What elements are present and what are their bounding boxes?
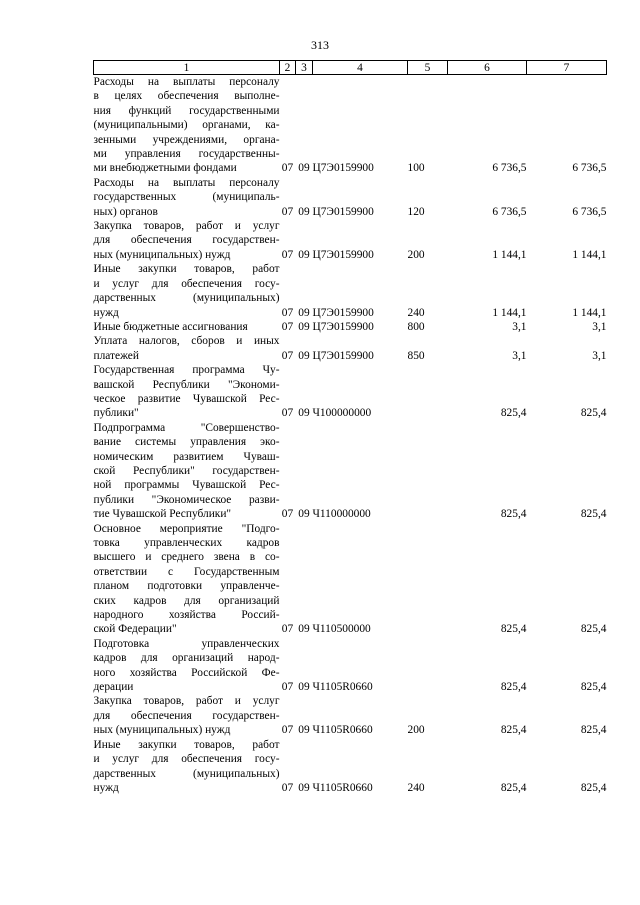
row-name-line: ных (муниципальных) нужд [93, 248, 231, 261]
row-name-line: публики "Экономическое разви- [93, 493, 280, 506]
row-name-line: ных (муниципальных) нужд [93, 724, 231, 737]
table-row [94, 522, 607, 637]
row-name-line: Расходы на выплаты персоналу [93, 176, 280, 189]
amount-col-7: 825,4 [580, 508, 607, 521]
row-name-line: ческое развитие Чувашской Рес- [93, 392, 280, 405]
section-code: 07 [281, 781, 294, 794]
column-header-6: 6 [448, 61, 527, 75]
row-name-line: (муниципальными) органами, ка- [93, 119, 280, 132]
amount-col-6: 3,1 [512, 320, 527, 333]
target-article-code: Ц7Э0159900 [312, 320, 374, 333]
row-name-line: публики" [93, 407, 139, 420]
row-name-line: дарственных (муниципальных) [93, 292, 280, 305]
subsection-code: 09 [298, 205, 310, 218]
row-name-line: дарственных (муниципальных) [93, 767, 280, 780]
row-name-line: платежей [93, 349, 139, 362]
subsection-code: 09 [298, 248, 310, 261]
target-article-code: Ц7Э0159900 [312, 205, 374, 218]
amount-col-6: 825,4 [500, 623, 527, 636]
target-article-code: Ц7Э0159900 [312, 162, 374, 175]
section-code: 07 [281, 623, 294, 636]
row-name-line: Государственная программа Чу- [93, 364, 280, 377]
row-name-line: ских кадров для организаций [93, 594, 280, 607]
section-code: 07 [281, 681, 294, 694]
target-article-code: Ц7Э0159900 [312, 306, 374, 319]
table-row [94, 75, 607, 176]
row-name-line: Иные бюджетные ассигнования [93, 320, 248, 333]
expense-type-code [408, 363, 448, 421]
row-name-line: ния функций государственными [93, 104, 280, 117]
column-header-7: 7 [527, 61, 607, 75]
amount-col-6: 1 144,1 [492, 306, 527, 319]
expense-type-code [408, 421, 448, 522]
target-article-code: Ч110000000 [312, 508, 371, 521]
row-name-line: тие Чувашской Республики" [93, 508, 232, 521]
row-name-line: Закупка товаров, работ и услуг [93, 220, 280, 233]
row-name-line: для обеспечения государствен- [93, 234, 280, 247]
row-name-line: дерации [93, 681, 134, 694]
table-row [94, 637, 607, 695]
amount-col-7: 1 144,1 [572, 248, 607, 261]
row-name-line: Расходы на выплаты персоналу [93, 76, 280, 88]
row-name-line: государственных (муниципаль- [93, 191, 280, 204]
section-code: 07 [281, 407, 294, 420]
subsection-code: 09 [298, 623, 310, 636]
target-article-code: Ц7Э0159900 [312, 248, 374, 261]
amount-col-6: 6 736,5 [492, 162, 527, 175]
row-name-line: ми внебюджетными фондами [93, 162, 237, 175]
row-name-line: нужд [93, 781, 119, 794]
amount-col-7: 6 736,5 [572, 162, 607, 175]
amount-col-6: 825,4 [500, 508, 527, 521]
section-code: 07 [281, 306, 294, 319]
row-name-line: Закупка товаров, работ и услуг [93, 695, 280, 708]
amount-col-7: 825,4 [580, 724, 607, 737]
target-article-code: Ч110500000 [312, 623, 371, 636]
row-name-line: народного хозяйства Россий- [93, 609, 280, 622]
row-name-line: ответствии с Государственным [93, 565, 280, 578]
row-name-line: Подпрограмма "Совершенство- [93, 421, 280, 434]
amount-col-6: 825,4 [500, 724, 527, 737]
target-article-code: Ч1105R0660 [312, 724, 373, 737]
amount-col-7: 6 736,5 [572, 205, 607, 218]
row-name-line: ных) органов [93, 205, 158, 218]
table-row [94, 262, 607, 320]
row-name [94, 637, 280, 695]
row-name-line: кадров для организаций народ- [93, 652, 280, 665]
expense-type-code [408, 522, 448, 637]
column-header-4: 4 [313, 61, 408, 75]
column-header-5: 5 [408, 61, 448, 75]
row-name [94, 694, 280, 737]
expense-type-code: 240 [407, 781, 425, 794]
amount-col-6: 825,4 [500, 681, 527, 694]
row-name-line: высшего и среднего звена в со- [93, 551, 280, 564]
column-header-3: 3 [296, 61, 313, 75]
amount-col-6: 825,4 [500, 781, 527, 794]
subsection-code: 09 [298, 724, 310, 737]
row-name-line: ской Республики" государствен- [93, 464, 280, 477]
row-name-line: ской Федерации" [93, 623, 177, 636]
table-row [94, 219, 607, 262]
subsection-code: 09 [298, 681, 310, 694]
subsection-code: 09 [298, 349, 310, 362]
row-name-line: и услуг для обеспечения госу- [93, 753, 280, 766]
subsection-code: 09 [298, 306, 310, 319]
section-code: 07 [281, 320, 294, 333]
row-name-line: ного хозяйства Российской Фе- [93, 666, 280, 679]
subsection-code: 09 [298, 162, 310, 175]
row-name-line: нужд [93, 306, 119, 319]
amount-col-6: 6 736,5 [492, 205, 527, 218]
row-name [94, 75, 280, 176]
row-name-line: Иные закупки товаров, работ [93, 263, 280, 276]
row-name-line: Подготовка управленческих [93, 637, 280, 650]
section-code: 07 [281, 508, 294, 521]
section-code: 07 [281, 162, 294, 175]
row-name [94, 334, 280, 363]
row-name-line: Иные закупки товаров, работ [93, 738, 280, 751]
row-name-line: зенными учреждениями, органа- [93, 133, 280, 146]
row-name-line: в целях обеспечения выполне- [93, 90, 280, 103]
table-row [94, 421, 607, 522]
section-code: 07 [281, 205, 294, 218]
expense-type-code: 200 [407, 724, 425, 737]
row-name [94, 219, 280, 262]
expense-type-code: 850 [407, 349, 425, 362]
row-name-line: Уплата налогов, сборов и иных [93, 335, 280, 348]
section-code: 07 [281, 349, 294, 362]
row-name-line: номическим развитием Чуваш- [93, 450, 280, 463]
expense-type-code: 200 [407, 248, 425, 261]
amount-col-7: 825,4 [580, 407, 607, 420]
target-article-code: Ч100000000 [312, 407, 372, 420]
amount-col-6: 1 144,1 [492, 248, 527, 261]
table-row [94, 320, 607, 334]
amount-col-7: 825,4 [580, 781, 607, 794]
amount-col-6: 825,4 [500, 407, 527, 420]
expense-type-code: 800 [407, 320, 425, 333]
row-name-line: Основное мероприятие "Подго- [93, 522, 280, 535]
section-code: 07 [281, 724, 294, 737]
page-number: 313 [311, 38, 329, 52]
row-name [94, 176, 280, 219]
amount-col-7: 3,1 [592, 349, 607, 362]
expense-type-code [408, 637, 448, 695]
row-name [94, 738, 280, 796]
expense-type-code: 100 [407, 162, 425, 175]
row-name-line: товка управленческих кадров [93, 537, 280, 549]
row-name-line: планом подготовки управленче- [93, 580, 280, 593]
subsection-code: 09 [298, 781, 310, 794]
amount-col-7: 1 144,1 [572, 306, 607, 319]
row-name [94, 522, 280, 637]
target-article-code: Ч1105R0660 [312, 681, 373, 694]
row-name [94, 262, 280, 320]
subsection-code: 09 [298, 508, 310, 521]
row-name-line: для обеспечения государствен- [93, 709, 280, 722]
row-name-line: и услуг для обеспечения госу- [93, 277, 280, 290]
subsection-code: 09 [298, 320, 310, 333]
row-name-line: вание системы управления эко- [93, 436, 280, 449]
row-name-line: ми управления государственны- [93, 148, 280, 161]
expense-type-code: 240 [407, 306, 425, 319]
column-header-2: 2 [280, 61, 296, 75]
table-row [94, 176, 607, 219]
subsection-code: 09 [298, 407, 310, 420]
expense-type-code: 120 [407, 205, 425, 218]
target-article-code: Ч1105R0660 [312, 781, 373, 794]
header-row [94, 61, 607, 75]
table-row [94, 738, 607, 796]
table-row [94, 363, 607, 421]
amount-col-7: 3,1 [592, 320, 607, 333]
table-row [94, 694, 607, 737]
amount-col-6: 3,1 [512, 349, 527, 362]
section-code: 07 [281, 248, 294, 261]
row-name [94, 363, 280, 421]
row-name [94, 421, 280, 522]
table-row [94, 334, 607, 363]
row-name-line: ной программы Чувашской Рес- [93, 479, 280, 492]
amount-col-7: 825,4 [580, 681, 607, 694]
column-header-1: 1 [94, 61, 280, 75]
row-name-line: вашской Республики "Экономи- [93, 378, 280, 391]
row-name [94, 320, 280, 334]
amount-col-7: 825,4 [580, 623, 607, 636]
budget-table [93, 60, 607, 795]
target-article-code: Ц7Э0159900 [312, 349, 374, 362]
table-body [94, 75, 607, 796]
